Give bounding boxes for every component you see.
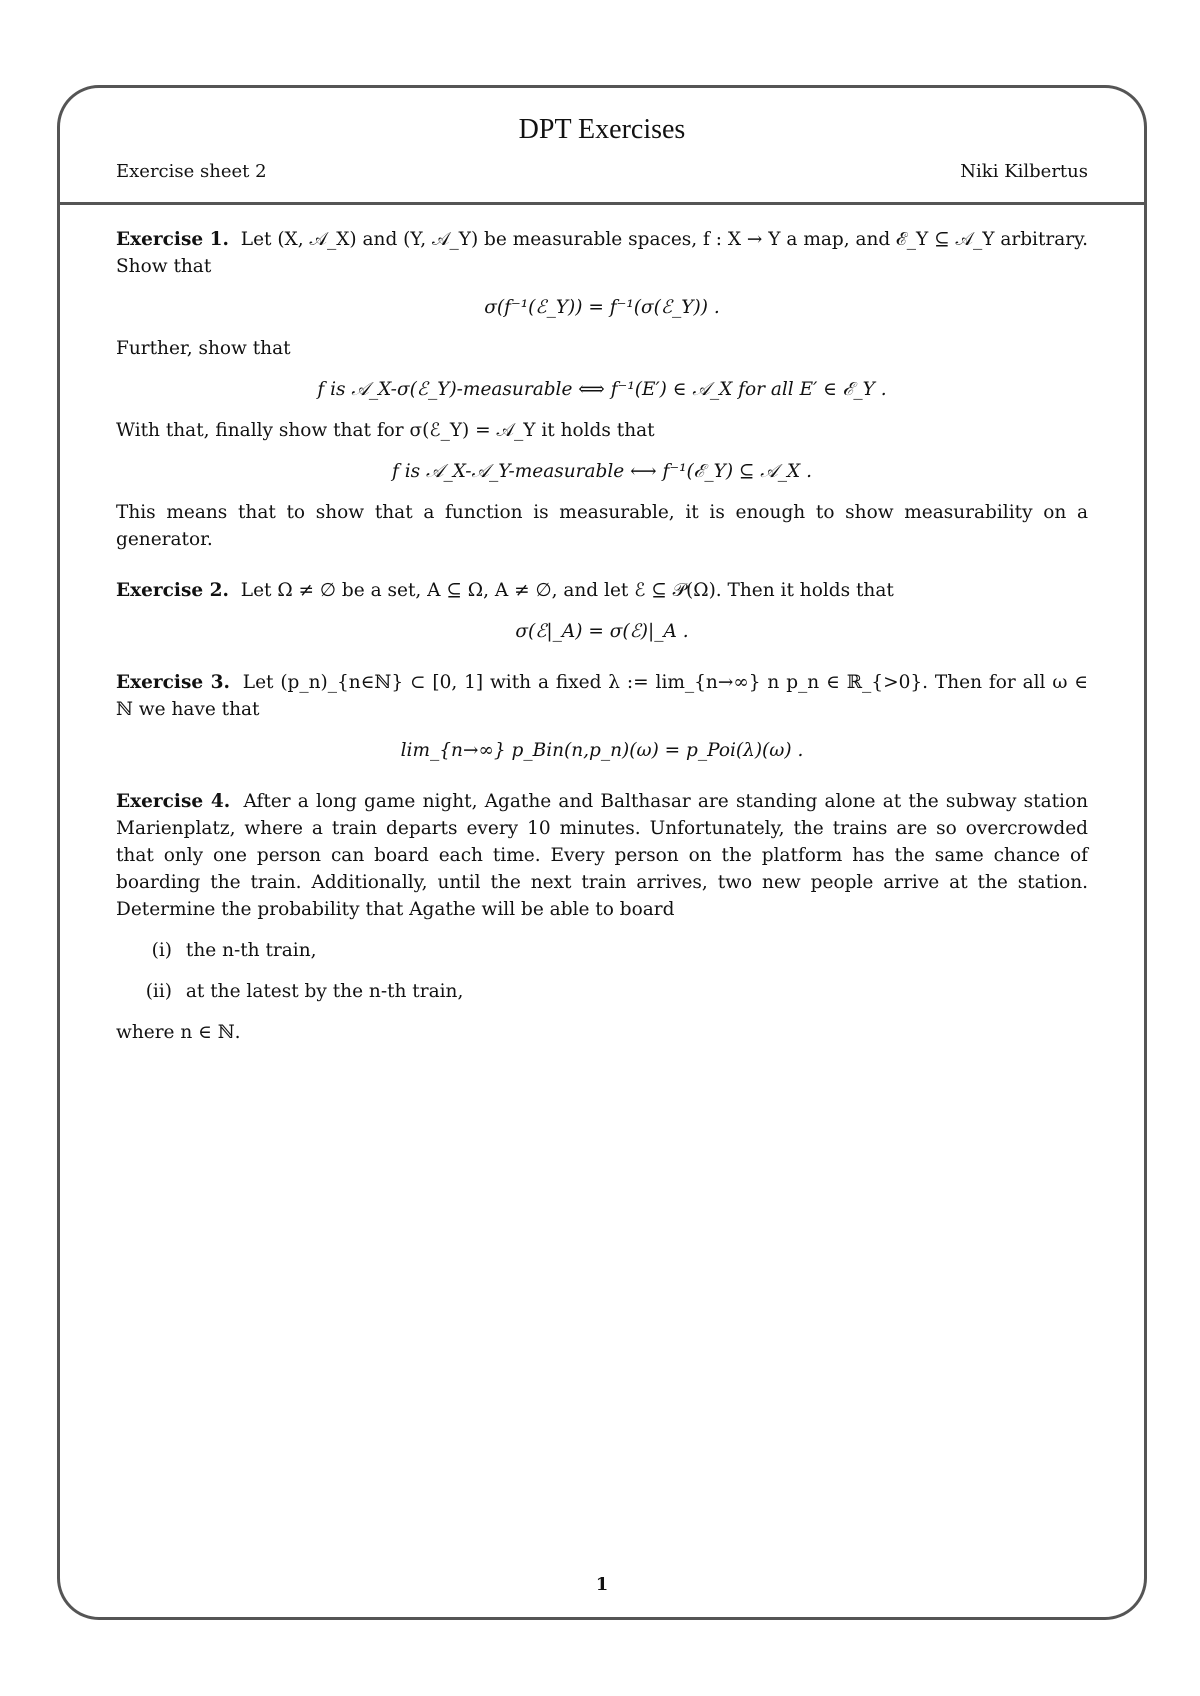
exercise-1-conclusion: This means that to show that a function is measurable, it is enough to show measurability on a generator. <box>116 502 1088 550</box>
exercise-1-equation-1: σ(f⁻¹(ℰ_Y)) = f⁻¹(σ(ℰ_Y)) . <box>484 297 720 318</box>
exercise-1-equation-3: f is 𝒜_X-𝒜_Y-measurable ⟷ f⁻¹(ℰ_Y) ⊆ 𝒜_X . <box>392 461 812 482</box>
list-item-text: the n-th train, <box>185 940 317 961</box>
exercise-1-further: Further, show that <box>116 338 291 359</box>
exercise-3-equation: lim_{n→∞} p_Bin(n,p_n)(ω) = p_Poi(λ)(ω) . <box>400 740 804 761</box>
exercise-content <box>116 226 1088 1060</box>
exercise-3-text: Let (p_n)_{n∈ℕ} ⊂ [0, 1] with a fixed λ := lim_{n→∞} n p_n ∈ ℝ_{>0}. Then for all ω ∈ ℕ we have that <box>116 672 1088 720</box>
exercise-1-intro <box>116 226 1088 280</box>
page-header <box>60 88 1144 205</box>
exercise-2-label: Exercise 2. <box>116 580 229 601</box>
exercise-4-intro <box>116 788 1088 923</box>
exercise-4-label: Exercise 4. <box>116 791 231 812</box>
exercise-1-equation-2: f is 𝒜_X-σ(ℰ_Y)-measurable ⟺ f⁻¹(E′) ∈ 𝒜_X for all E′ ∈ ℰ_Y . <box>317 379 887 400</box>
exercise-4-closing: where n ∈ ℕ. <box>116 1022 241 1043</box>
exercise-2-intro <box>116 577 1088 604</box>
exercise-1-finally: With that, finally show that for σ(ℰ_Y) = 𝒜_Y it holds that <box>116 420 655 441</box>
list-item-text: at the latest by the n-th train, <box>185 981 464 1002</box>
exercise-4-text: After a long game night, Agathe and Balthasar are standing alone at the subway station Marienplatz, where a train departs every 10 minutes. Unfortunately, the trains are so overcrowded that only one person can board each time. Every person on the platform has the same chance of boarding the train. Additionally, until the next train arrives, two new people arrive at the station. Determine the probability that Agathe will be able to board <box>116 791 1088 920</box>
list-item-marker: (i) <box>151 940 172 961</box>
list-item <box>138 978 1088 1005</box>
exercise-1-text: Let (X, 𝒜_X) and (Y, 𝒜_Y) be measurable spaces, f : X → Y a map, and ℰ_Y ⊆ 𝒜_Y arbitrary. Show that <box>116 229 1088 277</box>
exercise-3-label: Exercise 3. <box>116 672 230 693</box>
author-name: Niki Kilbertus <box>960 161 1088 182</box>
list-item <box>138 937 1088 964</box>
document-title: DPT Exercises <box>518 114 686 145</box>
page-frame <box>57 85 1147 1620</box>
exercise-4-list <box>138 937 1088 1005</box>
page-number: 1 <box>595 1574 609 1595</box>
exercise-3-intro <box>116 669 1088 723</box>
list-item-marker: (ii) <box>145 981 172 1002</box>
exercise-1-label: Exercise 1. <box>116 229 229 250</box>
exercise-2-equation: σ(ℰ|_A) = σ(ℰ)|_A . <box>515 621 689 642</box>
sheet-label: Exercise sheet 2 <box>116 161 267 182</box>
exercise-2-text: Let Ω ≠ ∅ be a set, A ⊆ Ω, A ≠ ∅, and let ℰ ⊆ 𝒫(Ω). Then it holds that <box>240 580 894 601</box>
